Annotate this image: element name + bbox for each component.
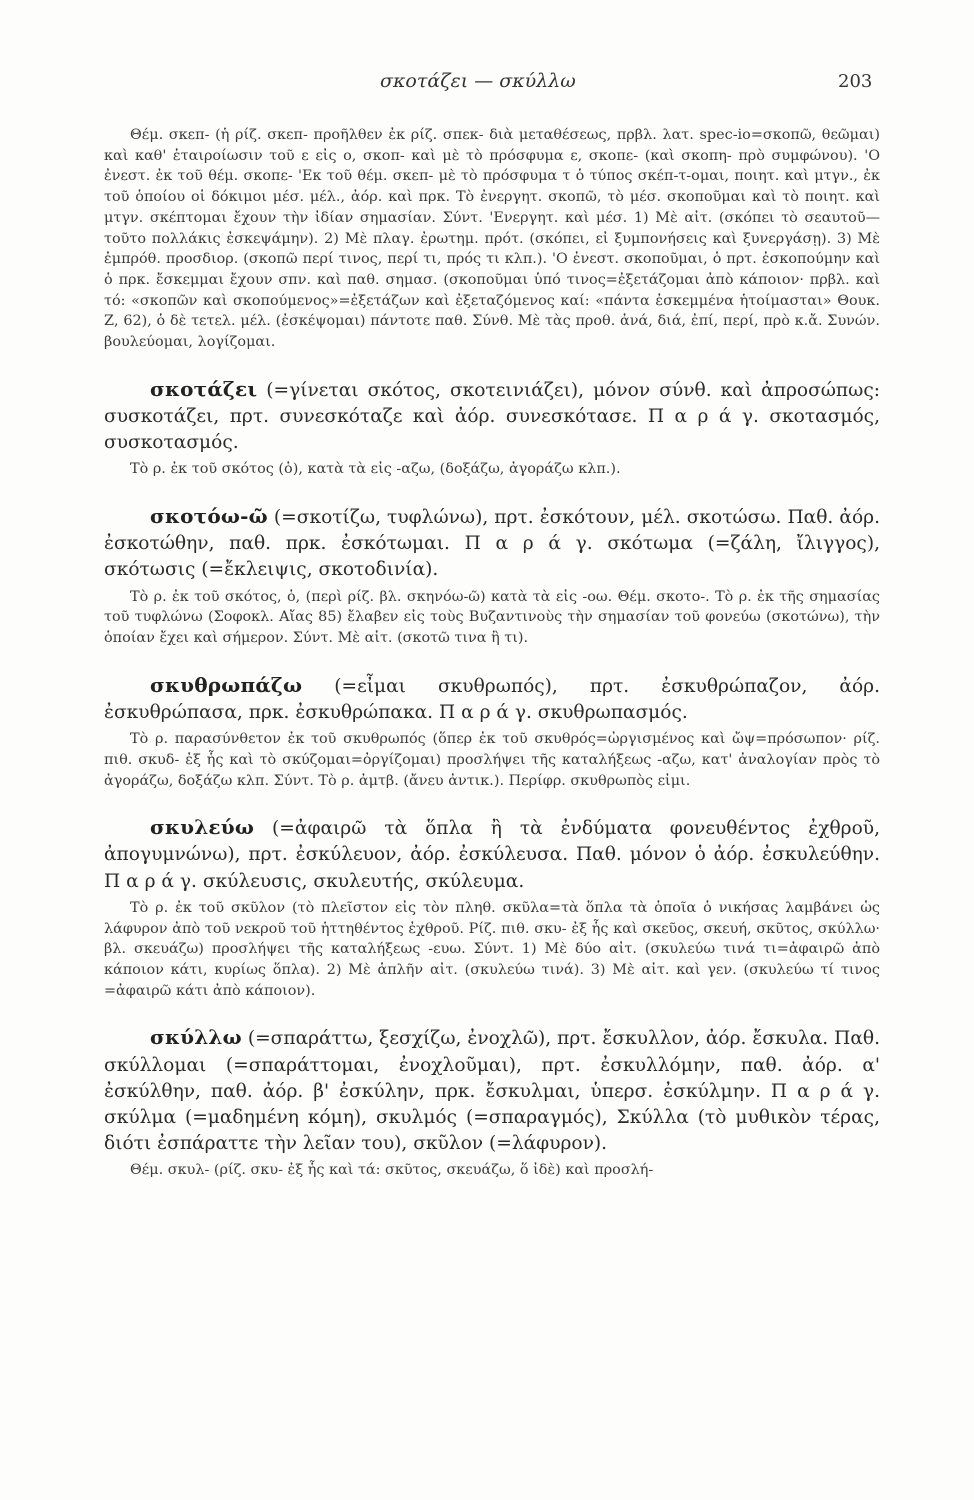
page-body [104,125,880,1181]
running-title: σκοτάζει — σκύλλω [380,70,576,92]
entry-definition [104,376,880,457]
entry-definition [104,503,880,584]
entry-headword: σκύλλω [150,1025,242,1050]
entry-headword: σκοτάζει [150,376,258,401]
entry-notes: Τὸ ρ. ἐκ τοῦ σκότος, ὁ, (περὶ ρίζ. βλ. σκηνόω-ῶ) κατὰ τὰ εἰς -οω. Θέμ. σκοτο-. Τὸ ρ. ἐκ τῆς σημασίας τοῦ τυφλώνω (Σοφοκλ. Αἴας 85) ἔλαβεν εἰς τοὺς Βυζαντινοὺς τὴν σημασίαν τοῦ φονεύω (σκοτώνω), τὴν ὁποίαν ἔχει καὶ σήμερον. Σύντ. Μὲ αἰτ. (σκοτῶ τινα ἢ τι). [104,588,880,647]
entry-definition-text: (=σπαράττω, ξεσχίζω, ἐνοχλῶ), πρτ. ἔσκυλλον, ἀόρ. ἔσκυλα. Παθ. σκύλλομαι (=σπαράττομαι, ἐνοχλοῦμαι), πρτ. ἐσκυλλόμην, παθ. ἀόρ. α' ἐσκύλθην, παθ. ἀόρ. β' ἐσκύλην, πρκ. ἔσκυλμαι, ὑπερσ. ἐσκύλμην. Π α ρ ά γ. σκύλμα (=μαδημένη κόμη), σκυλμός (=σπαραγμός), Σκύλλα (τὸ μυθικὸν τέρας, διότι ἐσπάραττε τὴν λεῖαν του), σκῦλον (=λάφυρον). [104,1028,880,1155]
entry-definition [104,672,880,726]
page-number: 203 [838,71,873,92]
entry-definition-text: (=γίνεται σκότος, σκοτεινιάζει), μόνον σύνθ. καὶ ἀπροσώπως: συσκοτάζει, πρτ. συνεσκόταζε καὶ ἀόρ. συνεσκότασε. Π α ρ ά γ. σκοτασμός, συσκοτασμός. [104,379,880,454]
entry-headword: σκυθρωπάζω [150,672,303,697]
entry-notes: Τὸ ρ. ἐκ τοῦ σκῦλον (τὸ πλεῖστον εἰς τὸν πληθ. σκῦλα=τὰ ὅπλα τὰ ὁποῖα ὁ νικήσας λαμβάνει ὡς λάφυρον ἀπὸ τοῦ νεκροῦ τοῦ ἡττηθέντος ἐχθροῦ. Ρίζ. πιθ. σκυ- ἐξ ἧς καὶ σκεῦος, σκευή, σκῦτος, σκύλλω· βλ. σκευάζω) προσλήψει τῆς καταλήξεως -ευω. Σύντ. 1) Μὲ δύο αἰτ. (σκυλεύω τινά τι=ἀφαιρῶ ἀπὸ κάποιον κάτι, κυρίως ὅπλα). 2) Μὲ ἁπλῆν αἰτ. (σκυλεύω τινά). 3) Μὲ αἰτ. καὶ γεν. (σκυλεύω τί τινος =ἀφαιρῶ κάτι ἀπὸ κάποιον). [104,899,880,999]
entry-definition-text: (=εἶμαι σκυθρωπός), πρτ. ἐσκυθρώπαζον, ἀόρ. ἐσκυθρώπασα, πρκ. ἐσκυθρώπακα. Π α ρ ά γ. σκυθρωπασμός. [104,675,880,723]
entry-skotazei [104,376,880,480]
entry-skythropazo [104,672,880,792]
entry-notes: Τὸ ρ. ἐκ τοῦ σκότος (ὁ), κατὰ τὰ εἰς -αζω, (δοξάζω, ἀγοράζω κλπ.). [130,461,621,478]
entry-skotoo [104,503,880,649]
entry-definition [104,1024,880,1157]
entry-definition-text: (=ἀφαιρῶ τὰ ὅπλα ἢ τὰ ἐνδύματα φονευθέντος ἐχθροῦ, ἀπογυμνώνω), πρτ. ἐσκύλευον, ἀόρ. ἐσκύλευσα. Παθ. μόνον ὁ ἀόρ. ἐσκυλεύθην. Π α ρ ά γ. σκύλευσις, σκυλευτής, σκύλευμα. [104,818,880,892]
entry-definition-text: (=σκοτίζω, τυφλώνω), πρτ. ἐσκότουν, μέλ. σκοτώσω. Παθ. ἀόρ. ἐσκοτώθην, παθ. πρκ. ἐσκότωμαι. Π α ρ ά γ. σκότωμα (=ζάλη, ἴλιγγος), σκότωσις (=ἔκλειψις, σκοτοδινία). [104,507,880,581]
continued-entry-text: Θέμ. σκεπ- (ἡ ρίζ. σκεπ- προῆλθεν ἐκ ρίζ. σπεκ- διὰ μεταθέσεως, πρβλ. λατ. spec-io=σκοπῶ, θεῶμαι) καὶ καθ' ἑταιροίωσιν τοῦ ε εἰς ο, σκοπ- καὶ μὲ τὸ πρόσφυμα ε, σκοπε- (καὶ σκοπη- πρὸ συμφώνου). 'Ο ἐνεστ. ἐκ τοῦ θέμ. σκοπε- 'Εκ τοῦ θέμ. σκεπ- μὲ τὸ πρόσφυμα τ ὁ τύπος σκέπ-τ-ομαι, ποιητ. καὶ μτγν., ἐκ τοῦ ὁποίου οἱ δόκιμοι μέσ. μέλ., ἀόρ. καὶ πρκ. Τὸ ἐνεργητ. σκοπῶ, τὸ μέσ. σκοποῦμαι καὶ τὸ ποιητ. καὶ μτγν. σκέπτομαι ἔχουν τὴν ἰδίαν σημασίαν. Σύντ. 'Ενεργητ. καὶ μέσ. 1) Μὲ αἰτ. (σκόπει τὸ σεαυτοῦ—τοῦτο πολλάκις ἐσκεψάμην). 2) Μὲ πλαγ. ἐρωτημ. πρότ. (σκόπει, εἰ ξυμπονήσεις καὶ ξυνεργάσῃ). 3) Μὲ ἐμπρόθ. προσδιορ. (σκοπῶ περί τινος, περί τι, πρός τι κλπ.). 'Ο ἐνεστ. σκοποῦμαι, ὁ πρτ. ἐσκοπούμην καὶ ὁ πρκ. ἔσκεμμαι ἔχουν σπν. καὶ παθ. σημασ. (σκοποῦμαι ὑπό τινος=ἐξετάζομαι ἀπὸ κάποιον· πρβλ. καὶ τό: «σκοπῶν καὶ σκοπούμενος»=ἐξετάζων καὶ ἐξεταζόμενος καί: «πάντα ἐσκεμμένα ἡτοίμασται» Θουκ. Ζ, 62), ὁ δὲ τετελ. μέλ. (ἐσκέψομαι) πάντοτε παθ. Σύνθ. Μὲ τὰς προθ. ἀνά, διά, ἐπί, περί, πρὸ κ.ἄ. Συνών. βουλεύομαι, λογίζομαι. [104,127,880,351]
entry-notes: Τὸ ρ. παρασύνθετον ἐκ τοῦ σκυθρωπός (ὅπερ ἐκ τοῦ σκυθρός=ὠργισμένος καὶ ὤψ=πρόσωπον· ρίζ. πιθ. σκυδ- ἐξ ἧς καὶ τὸ σκύζομαι=ὀργίζομαι) προσλήψει τῆς καταλήξεως -αζω, κατ' ἀναλογίαν πρὸς τὸ ἀγοράζω, δοξάζω κλπ. Σύντ. Τὸ ρ. ἀμτβ. (ἄνευ ἀντικ.). Περίφρ. σκυθρωπὸς εἰμι. [104,731,880,789]
entry-headword: σκυλεύω [150,815,255,840]
entry-skyleuo [104,814,880,1001]
entry-definition [104,814,880,895]
entry-skyllo [104,1024,880,1181]
entry-notes: Θέμ. σκυλ- (ρίζ. σκυ- ἐξ ἧς καὶ τά: σκῦτος, σκευάζω, ὅ ἰδὲ) καὶ προσλή- [130,1162,654,1179]
entry-headword: σκοτόω-ῶ [150,504,268,529]
